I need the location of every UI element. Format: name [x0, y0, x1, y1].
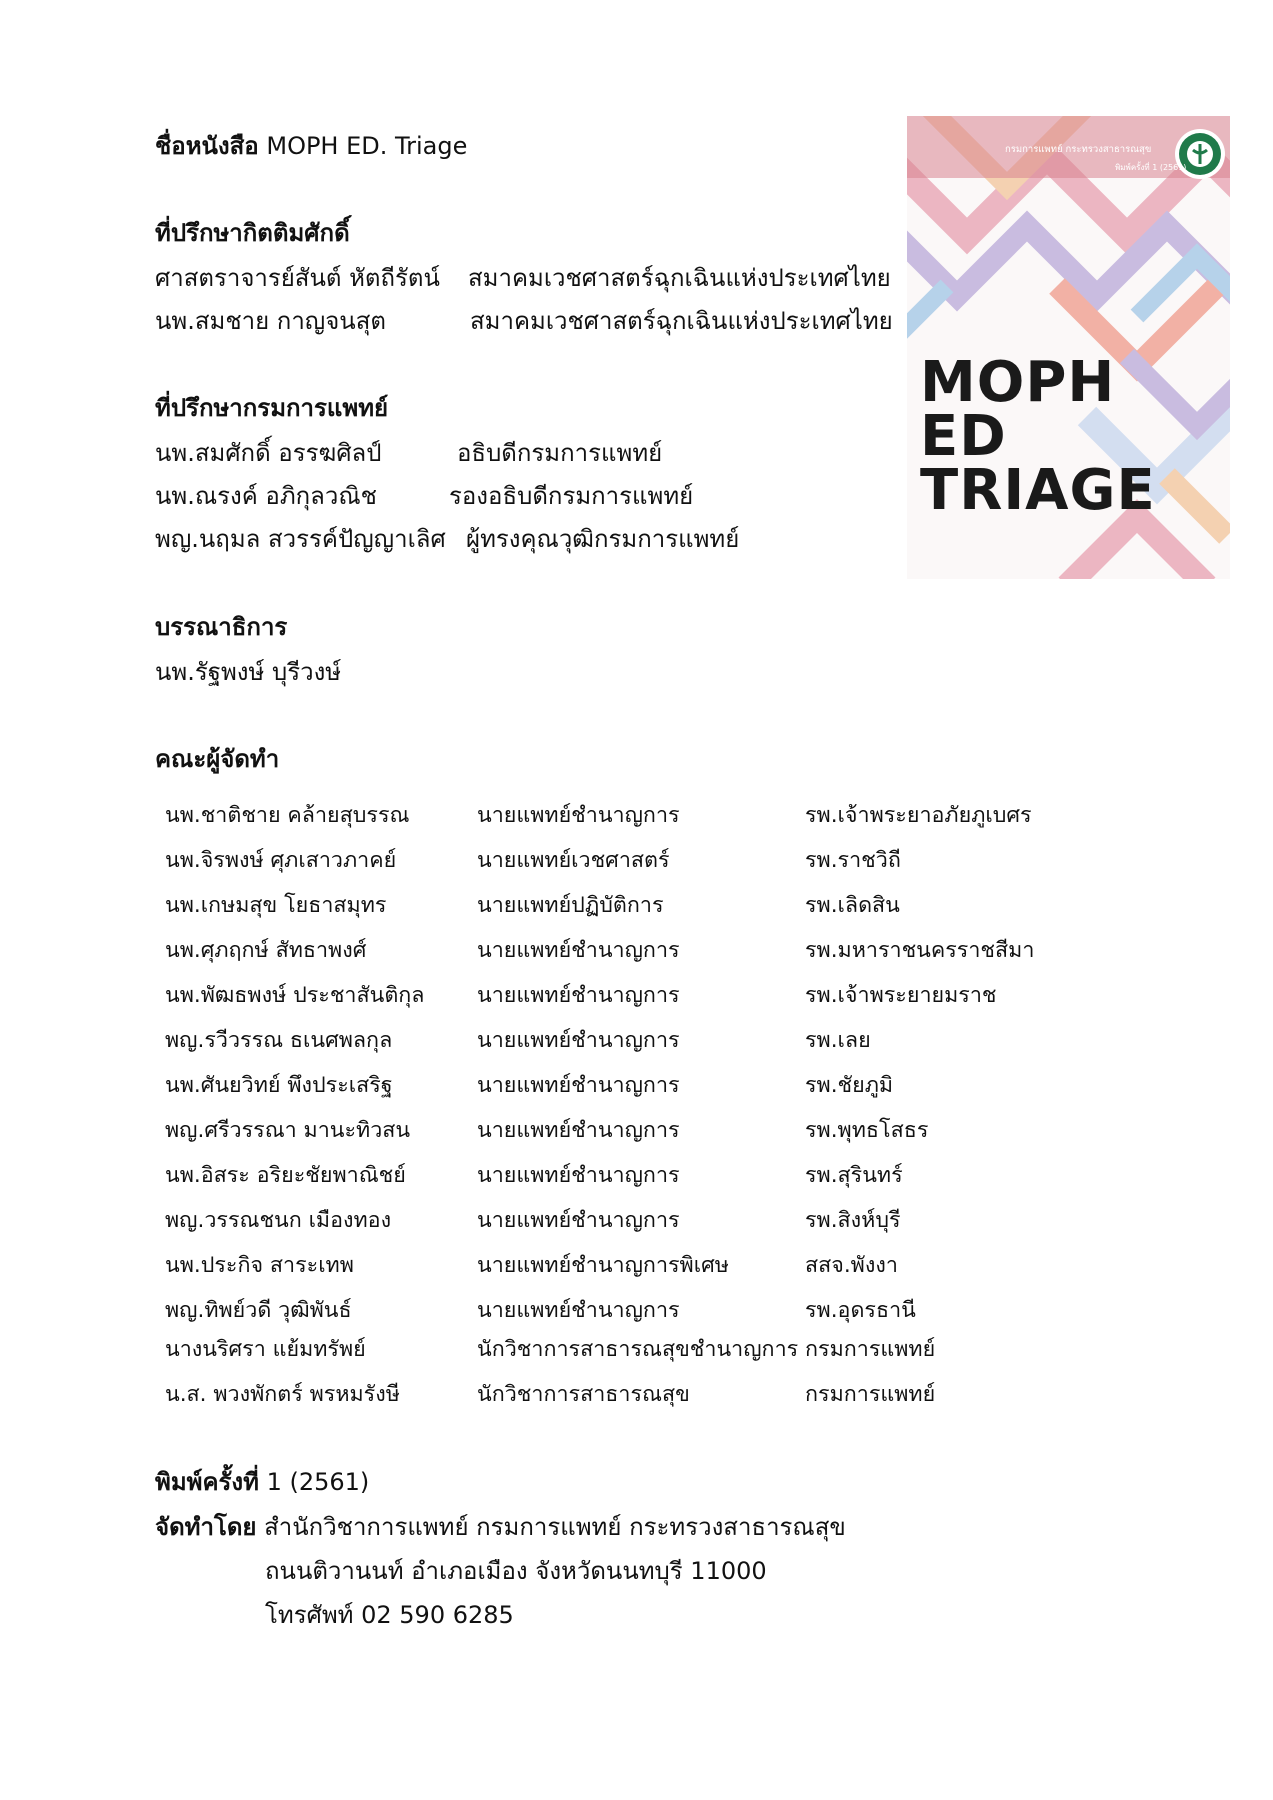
producer-line	[155, 1511, 846, 1543]
member-place: รพ.อุดรธานี	[805, 1298, 916, 1323]
producer-org: สำนักวิชาการแพทย์ กรมการแพทย์ กระทรวงสาธารณสุข	[264, 1513, 846, 1541]
department-advisor-role: รองอธิบดีกรมการแพทย์	[449, 482, 694, 510]
member-name: นางนริศรา แย้มทรัพย์	[165, 1337, 366, 1362]
member-place: รพ.ชัยภูมิ	[805, 1073, 894, 1098]
member-place: สสจ.พังงา	[805, 1253, 898, 1278]
member-position: นายแพทย์ปฏิบัติการ	[477, 893, 664, 918]
member-position: นายแพทย์ชำนาญการ	[477, 1028, 680, 1053]
member-place: รพ.ราชวิถี	[805, 848, 901, 873]
member-place: กรมการแพทย์	[805, 1382, 936, 1407]
member-position: นายแพทย์ชำนาญการ	[477, 1118, 680, 1143]
member-name: นพ.ชาติชาย คล้ายสุบรรณ	[165, 803, 410, 828]
department-advisor-role: ผู้ทรงคุณวุฒิกรมการแพทย์	[466, 525, 740, 553]
member-place: รพ.เลิดสิน	[805, 893, 900, 918]
cover-title: MOPH ED TRIAGE	[920, 350, 1156, 523]
member-position: นายแพทย์ชำนาญการ	[477, 1208, 680, 1233]
member-name: พญ.ศรีวรรณา มานะทิวสน	[165, 1118, 411, 1143]
member-name: นพ.พัฒธพงษ์ ประชาสันติกุล	[165, 983, 425, 1008]
member-place: กรมการแพทย์	[805, 1337, 936, 1362]
cover-edition: พิมพ์ครั้งที่ 1 (2561)	[1115, 163, 1187, 172]
honorary-advisor-org: สมาคมเวชศาสตร์ฉุกเฉินแห่งประเทศไทย	[470, 307, 893, 335]
member-position: นักวิชาการสาธารณสุขชำนาญการ	[477, 1337, 799, 1362]
member-place: รพ.มหาราชนครราชสีมา	[805, 938, 1035, 963]
producer-label: จัดทำโดย	[155, 1513, 257, 1541]
member-position: นายแพทย์ชำนาญการพิเศษ	[477, 1253, 729, 1278]
member-position: นายแพทย์ชำนาญการ	[477, 938, 680, 963]
member-place: รพ.เจ้าพระยายมราช	[805, 983, 997, 1008]
member-name: นพ.เกษมสุข โยธาสมุทร	[165, 893, 387, 918]
department-advisors-heading: ที่ปรึกษากรมการแพทย์	[155, 394, 389, 422]
member-name: น.ส. พวงพักตร์ พรหมรังษี	[165, 1382, 400, 1407]
member-position: นายแพทย์เวชศาสตร์	[477, 848, 670, 873]
department-advisor-name: พญ.นฤมล สวรรค์ปัญญาเลิศ	[155, 525, 446, 553]
member-name: นพ.จิรพงษ์ ศุภเสาวภาคย์	[165, 848, 397, 873]
member-name: นพ.อิสระ อริยะชัยพาณิชย์	[165, 1163, 406, 1188]
printing-line	[155, 1466, 369, 1498]
member-position: นายแพทย์ชำนาญการ	[477, 983, 680, 1008]
printing-value: 1 (2561)	[266, 1468, 370, 1496]
book-title: MOPH ED. Triage	[266, 132, 468, 160]
member-position: นายแพทย์ชำนาญการ	[477, 803, 680, 828]
member-name: นพ.ศันยวิทย์ พึงประเสริฐ	[165, 1073, 393, 1098]
member-name: พญ.วรรณชนก เมืองทอง	[165, 1208, 392, 1233]
department-advisor-name: นพ.สมศักดิ์ อรรฆศิลป์	[155, 439, 382, 467]
producer-address: ถนนติวานนท์ อำเภอเมือง จังหวัดนนทบุรี 11000	[265, 1557, 767, 1585]
honorary-advisor-name: นพ.สมชาย กาญจนสุต	[155, 307, 386, 335]
editor-name: นพ.รัฐพงษ์ บุรีวงษ์	[155, 658, 342, 686]
book-title-line	[155, 130, 467, 162]
member-place: รพ.พุทธโสธร	[805, 1118, 929, 1143]
member-place: รพ.สิงห์บุรี	[805, 1208, 901, 1233]
book-cover-image	[907, 116, 1230, 579]
cover-publisher: กรมการแพทย์ กระทรวงสาธารณสุข	[1005, 144, 1152, 155]
honorary-advisor-name: ศาสตราจารย์สันต์ หัตถีรัตน์	[155, 264, 440, 292]
member-position: นายแพทย์ชำนาญการ	[477, 1298, 680, 1323]
department-advisor-name: นพ.ณรงค์ อภิกุลวณิช	[155, 482, 377, 510]
book-title-label: ชื่อหนังสือ	[155, 132, 259, 160]
editor-heading: บรรณาธิการ	[155, 613, 288, 641]
team-heading: คณะผู้จัดทำ	[155, 745, 280, 773]
honorary-advisor-org: สมาคมเวชศาสตร์ฉุกเฉินแห่งประเทศไทย	[468, 264, 891, 292]
honorary-advisors-heading: ที่ปรึกษากิตติมศักดิ์	[155, 219, 350, 247]
department-advisor-role: อธิบดีกรมการแพทย์	[457, 439, 663, 467]
printing-label: พิมพ์ครั้งที่	[155, 1468, 259, 1496]
member-position: นักวิชาการสาธารณสุข	[477, 1382, 690, 1407]
member-name: พญ.รวีวรรณ ธเนศพลกุล	[165, 1028, 393, 1053]
member-place: รพ.สุรินทร์	[805, 1163, 903, 1188]
member-name: พญ.ทิพย์วดี วุฒิพันธ์	[165, 1298, 352, 1323]
member-place: รพ.เจ้าพระยาอภัยภูเบศร	[805, 803, 1032, 828]
member-name: นพ.ศุภฤกษ์ สัทธาพงศ์	[165, 938, 367, 963]
member-place: รพ.เลย	[805, 1028, 871, 1053]
producer-phone: โทรศัพท์ 02 590 6285	[265, 1601, 514, 1629]
member-name: นพ.ประกิจ สาระเทพ	[165, 1253, 354, 1278]
member-position: นายแพทย์ชำนาญการ	[477, 1073, 680, 1098]
member-position: นายแพทย์ชำนาญการ	[477, 1163, 680, 1188]
